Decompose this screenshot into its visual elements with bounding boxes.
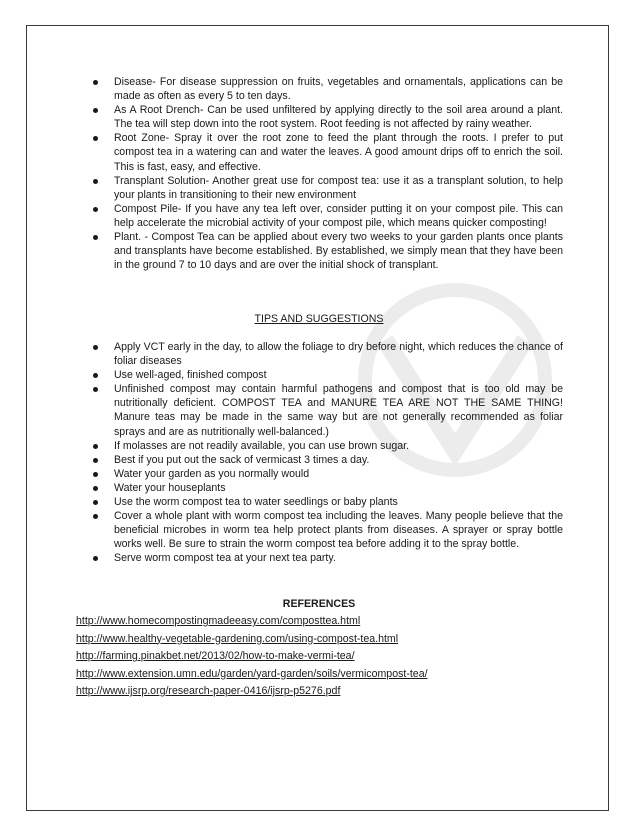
bullet-icon xyxy=(93,444,98,449)
bullet-icon xyxy=(93,345,98,350)
reference-link[interactable]: http://www.extension.umn.edu/garden/yard-garden/soils/vermicompost-tea/ xyxy=(76,667,428,680)
list-item: As A Root Drench- Can be used unfiltered by applying directly to the soil area around a plant. The tea will step down into the root system. Root feeding is not affected by rainy weather. xyxy=(93,103,563,131)
compost-tea-uses-list xyxy=(93,75,563,272)
bullet-icon xyxy=(93,108,98,113)
reference-link[interactable]: http://www.ijsrp.org/research-paper-0416/ijsrp-p5276.pdf xyxy=(76,685,341,697)
bullet-icon xyxy=(93,556,98,561)
bullet-icon xyxy=(93,387,98,392)
list-item: Compost Pile- If you have any tea left over, consider putting it on your compost pile. This can help accelerate the microbial activity of your compost pile, which means quicker composting! xyxy=(93,202,563,230)
bullet-icon xyxy=(93,80,98,85)
bullet-icon xyxy=(93,486,98,491)
bullet-icon xyxy=(93,136,98,141)
list-item: Apply VCT early in the day, to allow the foliage to dry before night, which reduces the chance of foliar diseases xyxy=(93,340,563,368)
list-item: Plant. - Compost Tea can be applied about every two weeks to your garden plants once plants and transplants have become established. By established, we simply mean that they have been in the ground 7 to 10 days and are over the initial shock of transplant. xyxy=(93,230,563,272)
list-item: Use well-aged, finished compost xyxy=(93,368,563,382)
bullet-icon xyxy=(93,207,98,212)
list-item: Cover a whole plant with worm compost tea including the leaves. Many people believe that the beneficial microbes in worm tea help protect plants from diseases. A sprayer or spray bottle works well. Be sure to strain the worm compost tea before adding it to the spray bottle. xyxy=(93,509,563,551)
bullet-icon xyxy=(93,373,98,378)
references-heading: REFERENCES xyxy=(282,598,356,610)
list-item: Use the worm compost tea to water seedlings or baby plants xyxy=(93,495,563,509)
tips-heading: TIPS AND SUGGESTIONS xyxy=(254,313,384,325)
list-item: Best if you put out the sack of vermicast 3 times a day. xyxy=(93,453,563,467)
bullet-icon xyxy=(93,514,98,519)
bullet-icon xyxy=(93,458,98,463)
bullet-icon xyxy=(93,179,98,184)
list-item: Unfinished compost may contain harmful pathogens and compost that is too old may be nutritionally deficient. COMPOST TEA and MANURE TEA ARE NOT THE SAME THING! Manure teas may be made in the same way but are not generally recommended as foliar sprays and are as nutritionally well-balanced.) xyxy=(93,382,563,438)
list-item: Disease- For disease suppression on fruits, vegetables and ornamentals, applications can be made as often as every 5 to ten days. xyxy=(93,75,563,103)
list-item: Transplant Solution- Another great use for compost tea: use it as a transplant solution, to help your plants in transitioning to their new environment xyxy=(93,174,563,202)
reference-link[interactable]: http://www.healthy-vegetable-gardening.com/using-compost-tea.html xyxy=(76,632,399,645)
list-item: Water your houseplants xyxy=(93,481,563,495)
bullet-icon xyxy=(93,472,98,477)
bullet-icon xyxy=(93,500,98,505)
list-item: Root Zone- Spray it over the root zone to feed the plant through the roots. I prefer to put compost tea in a watering can and water the leaves. A good amount drips off to enrich the soil. This is fast, easy, and effective. xyxy=(93,131,563,173)
list-item: Serve worm compost tea at your next tea party. xyxy=(93,551,563,565)
bullet-icon xyxy=(93,235,98,240)
reference-link[interactable]: http://www.homecompostingmadeeasy.com/composttea.html xyxy=(76,615,361,627)
reference-link[interactable]: http://farming.pinakbet.net/2013/02/how-to-make-vermi-tea/ xyxy=(76,650,355,662)
list-item: Water your garden as you normally would xyxy=(93,467,563,481)
references-list xyxy=(76,613,428,701)
list-item: If molasses are not readily available, you can use brown sugar. xyxy=(93,439,563,453)
tips-list xyxy=(93,340,563,566)
